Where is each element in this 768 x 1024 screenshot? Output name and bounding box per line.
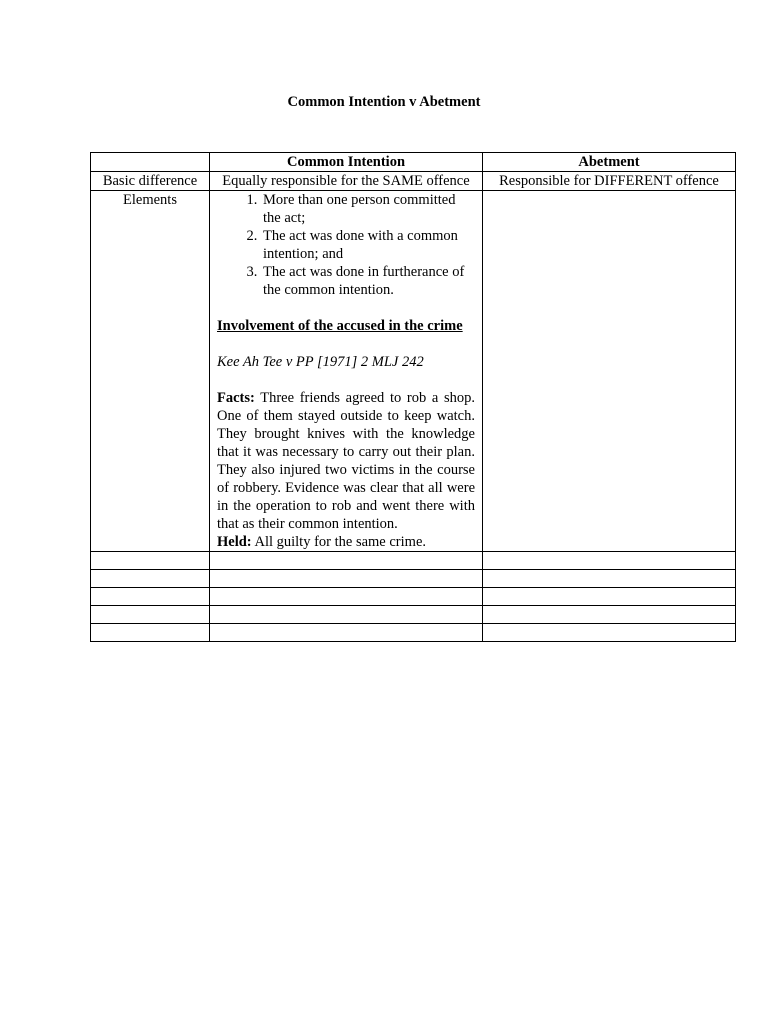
empty-cell [483,588,736,606]
header-cell-blank [91,153,210,172]
empty-cell [91,588,210,606]
empty-cell [91,552,210,570]
cell-common-basic: Equally responsible for the SAME offence [210,172,483,191]
empty-cell [483,570,736,588]
row-label-elements: Elements [91,191,210,552]
empty-cell [483,552,736,570]
empty-cell [91,570,210,588]
facts-paragraph [217,389,475,533]
row-label-basic-difference: Basic difference [91,172,210,191]
facts-text: Three friends agreed to rob a shop. One of them stayed outside to keep watch. They brought knives with the knowledge that it was necessary to carry out their plan. They also injured two victims in the course of robbery. Evidence was clear that all were in the operation to rob and went there with that as their common intention. [217,390,475,532]
empty-cell [210,624,483,642]
empty-cell [483,624,736,642]
empty-row [91,624,736,642]
facts-label: Facts: [217,390,255,406]
held-label: Held: [217,534,252,550]
cell-abetment-elements [483,191,736,552]
cell-abetment-basic: Responsible for DIFFERENT offence [483,172,736,191]
case-citation: Kee Ah Tee v PP [1971] 2 MLJ 242 [217,354,424,370]
empty-cell [91,624,210,642]
header-cell-common-intention: Common Intention [210,153,483,172]
header-row [91,153,736,172]
comparison-table [90,152,736,642]
involvement-subheading: Involvement of the accused in the crime [217,318,463,334]
list-item: 1. More than one person committed the act; [261,191,475,227]
empty-cell [210,570,483,588]
empty-cell [91,606,210,624]
elements-list [217,191,475,299]
cell-common-elements [210,191,483,552]
empty-row [91,570,736,588]
empty-cell [483,606,736,624]
basic-difference-row [91,172,736,191]
page-title: Common Intention v Abetment [287,94,481,110]
held-text: All guilty for the same crime. [254,534,427,550]
empty-cell [210,606,483,624]
empty-row [91,588,736,606]
elements-row [91,191,736,552]
list-item: 2. The act was done with a common intention; and [261,227,475,263]
header-cell-abetment: Abetment [483,153,736,172]
empty-row [91,552,736,570]
empty-row [91,606,736,624]
empty-cell [210,588,483,606]
held-paragraph [217,533,475,551]
empty-cell [210,552,483,570]
list-item: 3. The act was done in furtherance of the common intention. [261,263,475,299]
